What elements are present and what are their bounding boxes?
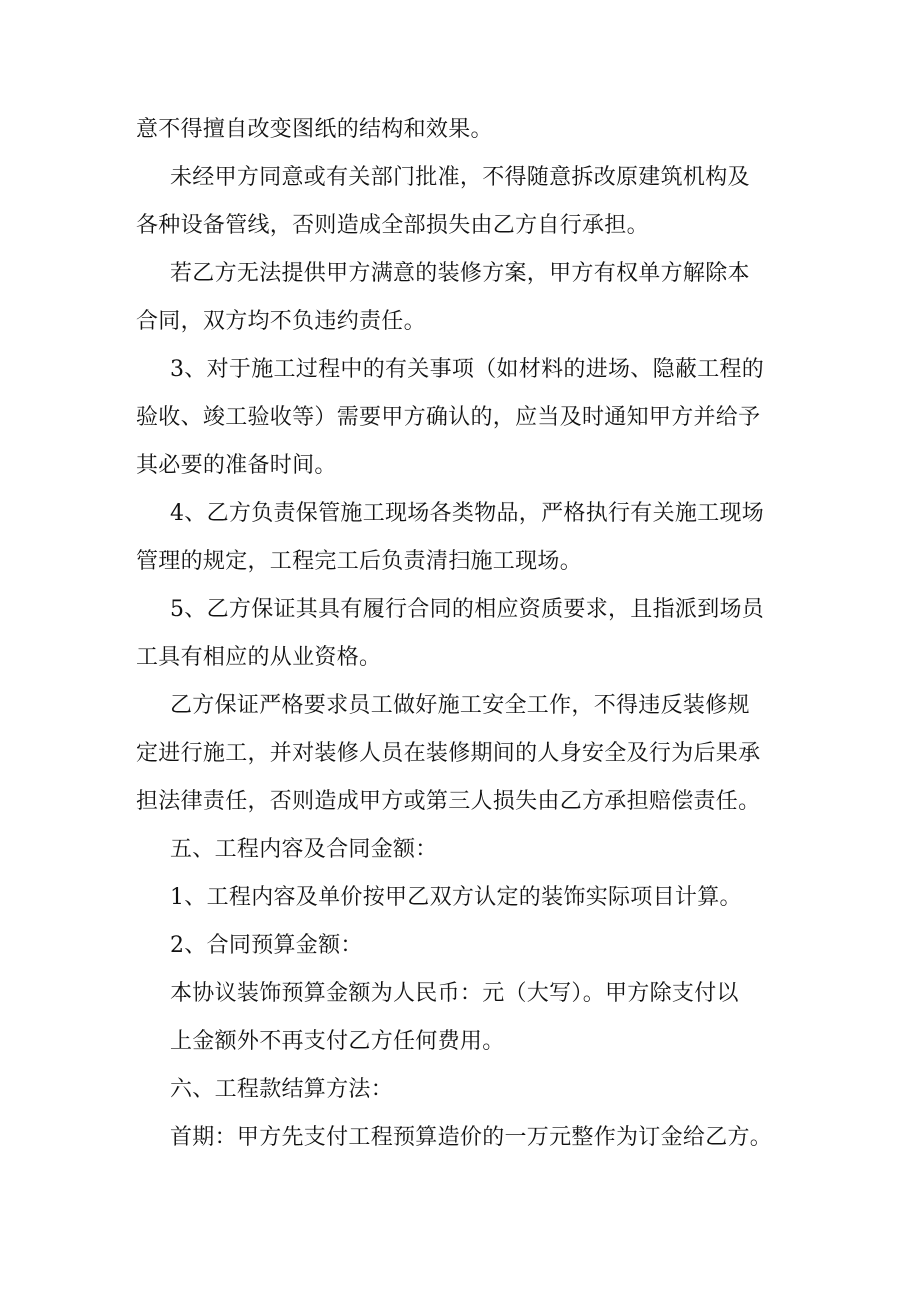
text-line: 乙方保证严格要求员工做好施工安全工作，不得违反装修规 xyxy=(170,693,750,718)
document-body xyxy=(136,106,776,1162)
text-line: 5、乙方保证其具有履行合同的相应资质要求，且指派到场员 xyxy=(170,597,765,622)
section-heading: 五、工程内容及合同金额： xyxy=(170,837,438,862)
text-line: 其必要的准备时间。 xyxy=(136,453,337,478)
text-line: 上金额外不再支付乙方任何费用。 xyxy=(170,1029,505,1054)
text-line: 3、对于施工过程中的有关事项（如材料的进场、隐蔽工程的 xyxy=(170,357,765,382)
text-line: 合同，双方均不负违约责任。 xyxy=(136,309,426,334)
section-heading: 六、工程款结算方法： xyxy=(170,1077,394,1102)
text-line: 定进行施工，并对装修人员在装修期间的人身安全及行为后果承 xyxy=(136,741,761,766)
text-line: 首期：甲方先支付工程预算造价的一万元整作为订金给乙方。 xyxy=(170,1125,773,1150)
text-line: 验收、竣工验收等）需要甲方确认的，应当及时通知甲方并给予 xyxy=(136,405,761,430)
text-line: 管理的规定，工程完工后负责清扫施工现场。 xyxy=(136,549,583,574)
text-line: 未经甲方同意或有关部门批准，不得随意拆改原建筑机构及 xyxy=(170,165,750,190)
text-line: 意不得擅自改变图纸的结构和效果。 xyxy=(136,117,493,142)
text-line: 1、工程内容及单价按甲乙双方认定的装饰实际项目计算。 xyxy=(170,885,742,910)
text-line: 本协议装饰预算金额为人民币：元（大写）。甲方除支付以 xyxy=(170,981,739,1006)
text-line: 2、合同预算金额： xyxy=(170,933,363,958)
text-line: 各种设备管线，否则造成全部损失由乙方自行承担。 xyxy=(136,213,649,238)
text-line: 担法律责任，否则造成甲方或第三人损失由乙方承担赔偿责任。 xyxy=(136,789,761,814)
text-line: 若乙方无法提供甲方满意的装修方案，甲方有权单方解除本 xyxy=(170,261,750,286)
text-line: 4、乙方负责保管施工现场各类物品，严格执行有关施工现场 xyxy=(170,501,765,526)
text-line: 工具有相应的从业资格。 xyxy=(136,645,382,670)
